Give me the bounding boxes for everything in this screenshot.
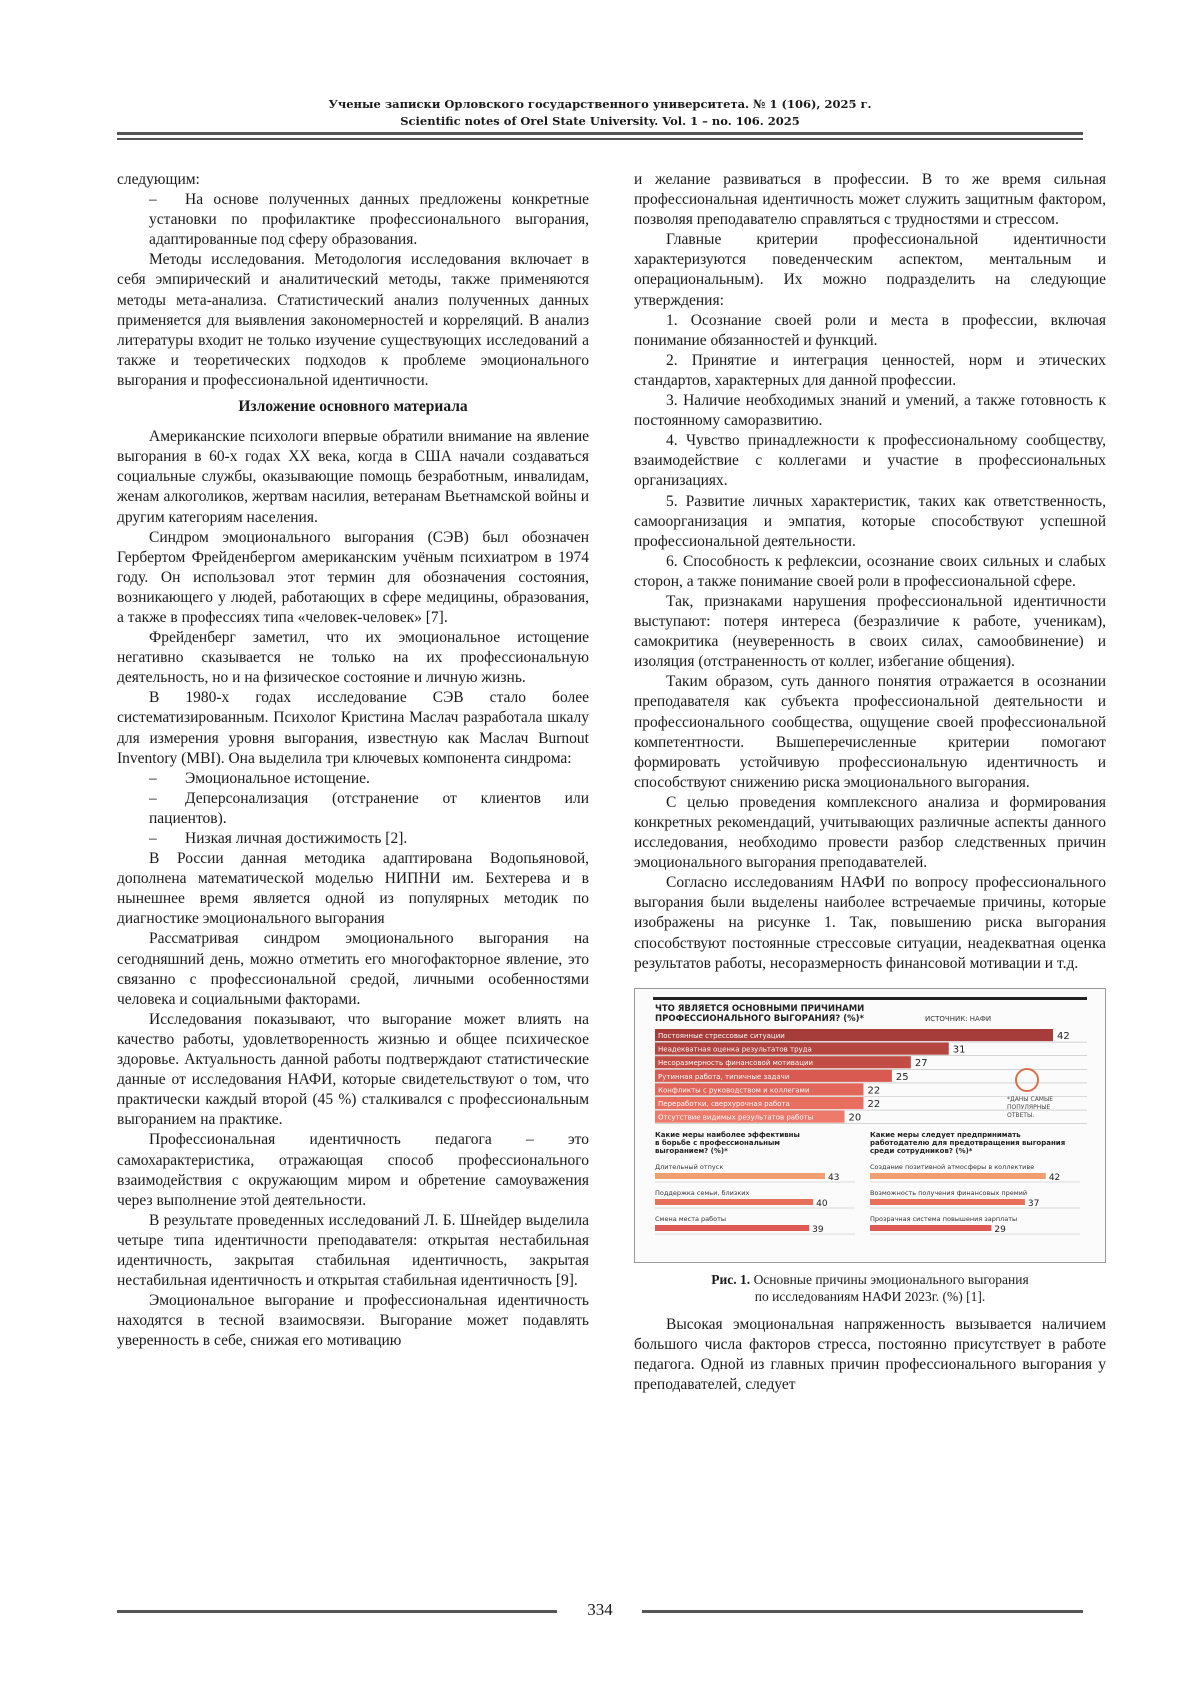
chart-title-line-2: ПРОФЕССИОНАЛЬНОГО ВЫГОРАНИЯ? (%)* <box>655 1013 864 1024</box>
chart-value-label: 22 <box>867 1085 881 1097</box>
paragraph: Американские психологи впервые обратили внимание на явление выгорания в 60-х годах XX века, когда в США начали создаваться социальные службы, оказывающие помощь безработным, инвалидам, женам алкоголиков, жертвам насилия, ветеранам Вьетнамской войны и другим категориям населения. <box>117 428 589 526</box>
subchart-category-label: Возможность получения финансовых премий <box>870 1188 1028 1197</box>
caption-text-1: Основные причины эмоционального выгорания <box>753 1271 1029 1287</box>
list-dash: – <box>149 191 157 209</box>
numbered-item: 1. Осознание своей роли и места в профессии, включая понимание обязанностей и функций. <box>634 311 1106 349</box>
list-dash: – <box>149 830 157 847</box>
chart-title-line-1: ЧТО ЯВЛЯЕТСЯ ОСНОВНЫМИ ПРИЧИНАМИ <box>655 1003 865 1014</box>
list-item <box>117 190 589 250</box>
page-number: 334 <box>587 1600 613 1619</box>
subchart-title-line: среди сотрудников? (%)* <box>870 1146 973 1155</box>
subchart-title-line: в борьбе с профессиональным <box>655 1138 781 1147</box>
header-rule-bottom <box>117 138 1083 140</box>
caption-label: Рис. 1. <box>711 1271 751 1287</box>
subchart-category-label: Смена места работы <box>655 1214 727 1223</box>
header-line-2: Scientific notes of Orel State University. Vol. 1 – no. 106. 2025 <box>400 114 800 128</box>
chart-value-label: 22 <box>867 1098 881 1110</box>
chart-category-label: Несоразмерность финансовой мотивации <box>658 1058 814 1067</box>
subchart-title-line: работодателю для предотвращения выгорания <box>870 1138 1066 1147</box>
paragraph: и желание развиваться в профессии. В то же время сильная профессиональная идентичность может служить защитным фактором, позволяя преподавателю справляться с трудностями и стрессом. <box>634 171 1106 229</box>
subchart-category-label: Создание позитивной атмосферы в коллективе <box>870 1162 1035 1171</box>
chart-value-label: 31 <box>952 1044 966 1056</box>
paragraph: С целью проведения комплексного анализа и формирования конкретных рекомендаций, учитывающих различные аспекты данного исследования, необходимо провести разбор следственных причин эмоционального выгорания преподавателей. <box>634 793 1106 872</box>
chart-value-label: 20 <box>848 1112 862 1124</box>
numbered-item: 5. Развитие личных характеристик, таких как ответственность, самоорганизация и эмпатия, которые способствуют успешной профессиональной деятельности. <box>634 492 1106 550</box>
subchart-value-label: 29 <box>994 1224 1006 1235</box>
chart-note-line: ПОПУЛЯРНЫЕ <box>1007 1103 1051 1111</box>
list-dash: – <box>149 789 157 807</box>
numbered-item: 3. Наличие необходимых знаний и умений, а также готовность к постоянному саморазвитию. <box>634 392 1106 430</box>
paragraph: Фрейденберг заметил, что их эмоциональное истощение негативно сказывается не только на их профессиональную деятельность, но и на физическое состояние и личную жизнь. <box>117 629 589 687</box>
subchart-bar <box>655 1225 809 1231</box>
paragraph: Профессиональная идентичность педагога – это самохарактеристика, отражающая способ профессионального взаимодействия с окружающим миром и обретение самоуважения через выполнение этой деятельности. <box>117 1131 589 1209</box>
paragraph: Исследования показывают, что выгорание может влиять на качество работы, удовлетворенность жизнью и общее психическое здоровье. Актуальность данной работы подтверждают статистические данные от исследования НАФИ, которые свидетельствуют о том, что практически каждый второй (45 %) сталкивался с профессиональным выгоранием на практике. <box>117 1010 589 1129</box>
figure-caption <box>634 1271 1106 1305</box>
subchart-bar <box>870 1199 1025 1205</box>
caption-text-2: по исследованиям НАФИ 2023г. (%) [1]. <box>754 1288 986 1304</box>
chart-top-rule <box>653 997 1087 1000</box>
numbered-item: 4. Чувство принадлежности к профессиональному сообществу, взаимодействие с коллегами и участие в профессиональных организациях. <box>634 432 1106 490</box>
paragraph: В результате проведенных исследований Л. Б. Шнейдер выделила четыре типа идентичности преподавателя: открытая нестабильная идентичность, закрытая стабильная идентичность, закрытая нестабильная идентичность и открытая стабильная идентичность [9]. <box>117 1211 589 1290</box>
chart-category-label: Конфликты с руководством и коллегами <box>658 1086 810 1095</box>
chart-value-label: 25 <box>895 1071 909 1083</box>
numbered-item: 6. Способность к рефлексии, осознание своих сильных и слабых сторон, а также понимание своей роли в профессиональной сфере. <box>634 552 1106 590</box>
subchart-bar <box>655 1173 825 1179</box>
chart-category-label: Переработки, сверхурочная работа <box>658 1099 790 1108</box>
paragraph: Так, признаками нарушения профессиональной идентичности выступают: потеря интереса (безразличие к работе, ученикам), самокритика (неуверенность в своих силах, самообвинение) и изоляция (отстраненность от коллег, избегание общения). <box>634 592 1106 671</box>
subchart-value-label: 40 <box>816 1198 828 1209</box>
chart-category-label: Рутинная работа, типичные задачи <box>658 1072 790 1081</box>
subchart-value-label: 37 <box>1027 1198 1040 1209</box>
subchart-category-label: Длительный отпуск <box>655 1162 724 1171</box>
subchart-category-label: Прозрачная система повышения зарплаты <box>870 1214 1018 1223</box>
list-item-text: Эмоциональное истощение. <box>185 769 370 787</box>
nafi-logo-icon <box>1016 1069 1038 1091</box>
running-header <box>0 96 1200 130</box>
subchart-title-line: выгоранием? (%)* <box>655 1146 728 1155</box>
paragraph: В 1980-х годах исследование СЭВ стало более систематизированным. Психолог Кристина Маслач разработала шкалу для измерения уровня выгорания, известную как Маслач Burnout Inventory (MBI). Она выделила три ключевых компонента синдрома: <box>117 689 589 767</box>
header-rule-top <box>117 132 1083 135</box>
paragraph: В России данная методика адаптирована Водопьяновой, дополнена математической моделью НИПНИ им. Бехтерева и в нынешнее время является одной из популярных методик по диагностике эмоционального выгорания <box>117 850 589 928</box>
paragraph: Таким образом, суть данного понятия отражается в осознании преподавателя как субъекта профессиональной деятельности и профессионального сообщества, ощущение своей профессиональной компетентности. Вышеперечисленные критерии помогают формировать устойчивую профессиональную идентичность и способствуют снижению риска эмоционального выгорания. <box>634 673 1106 791</box>
list-item-text: Деперсонализация (отстранение от клиентов или пациентов). <box>149 789 589 827</box>
paragraph: следующим: <box>117 171 200 188</box>
subchart-value-label: 43 <box>828 1172 840 1183</box>
subchart-bar <box>870 1225 991 1231</box>
chart-category-label: Постоянные стрессовые ситуации <box>658 1031 785 1040</box>
paragraph: Высокая эмоциональная напряженность вызывается наличием большого числа факторов стресса, постоянно присутствует в работе педагога. Одной из главных причин профессионального выгорания у преподавателей, следует <box>634 1315 1106 1394</box>
chart-note-line: *ДАНЫ САМЫЕ <box>1007 1095 1054 1103</box>
list-item <box>117 769 589 789</box>
subchart-title-line: Какие меры следует предпринимать <box>870 1130 1021 1139</box>
subchart-category-label: Поддержка семьи, близких <box>655 1188 750 1197</box>
list-dash: – <box>149 769 157 787</box>
list-item-text: На основе полученных данных предложены конкретные установки по профилактике профессионального выгорания, адаптированные под сферу образования. <box>149 191 589 249</box>
chart-canvas <box>635 989 1105 1262</box>
subchart-value-label: 39 <box>812 1224 824 1235</box>
numbered-item: 2. Принятие и интеграция ценностей, норм и этических стандартов, характерных для данной профессии. <box>634 351 1106 389</box>
chart-source: ИСТОЧНИК: НАФИ <box>925 1014 992 1023</box>
chart-note-line: ОТВЕТЫ. <box>1007 1111 1035 1119</box>
subchart-bar <box>870 1173 1046 1179</box>
list-item <box>117 789 589 829</box>
subchart-value-label: 42 <box>1048 1172 1061 1183</box>
subchart-bar <box>655 1199 813 1205</box>
paragraph: Эмоциональное выгорание и профессиональная идентичность находятся в тесной взаимосвязи. Выгорание может подавлять уверенность в себе, снижая его мотивацию <box>117 1292 589 1350</box>
section-heading: Изложение основного материала <box>238 398 468 416</box>
paragraph: Методы исследования. Методология исследования включает в себя эмпирический и аналитический методы, также применяются методы мета-анализа. Статистический анализ полученных данных применяется для выявления закономерностей и корреляций. В анализ литературы входит не только изучение существующих исследований а также и теоретических подходов к проблеме эмоционального выгорания и профессиональной идентичности. <box>117 251 589 389</box>
chart-category-label: Отсутствие видимых результатов работы <box>658 1113 814 1122</box>
right-column <box>634 170 1106 1395</box>
left-column <box>117 170 589 1351</box>
list-item-text: Низкая личная достижимость [2]. <box>185 830 408 847</box>
figure-1-chart <box>634 988 1106 1263</box>
paragraph: Главные критерии профессиональной идентичности характеризуются поведенческим аспектом, ментальным и операциональным). Их можно подразделить на следующие утверждения: <box>634 231 1106 309</box>
chart-value-label: 27 <box>914 1057 928 1069</box>
chart-value-label: 42 <box>1057 1030 1070 1042</box>
header-line-1: Ученые записки Орловского государственного университета. № 1 (106), 2025 г. <box>328 97 872 111</box>
list-item <box>117 829 589 849</box>
chart-category-label: Неадекватная оценка результатов труда <box>658 1045 812 1054</box>
subchart-title-line: Какие меры наиболее эффективны <box>655 1130 800 1139</box>
paragraph: Рассматривая синдром эмоционального выгорания на сегодняшний день, можно отметить его многофакторное явление, это связанно с профессиональной средой, личными особенностями человека и социальными факторами. <box>117 930 589 1008</box>
paragraph: Согласно исследованиям НАФИ по вопросу профессионального выгорания были выделены наиболее встречаемые причины, которые изображены на рисунке 1. Так, повышению риска выгорания способствуют постоянные стрессовые ситуации, неадекватная оценка результатов работы, несоразмерность финансовой мотивации и т.д. <box>634 874 1106 972</box>
paragraph: Синдром эмоционального выгорания (СЭВ) был обозначен Гербертом Фрейденбергом американским учёным психиатром в 1974 году. Он использовал этот термин для обозначения состояния, возникающего у людей, работающих в сфере медицины, образования, а также в профессиях типа «человек-человек» [7]. <box>117 528 589 626</box>
